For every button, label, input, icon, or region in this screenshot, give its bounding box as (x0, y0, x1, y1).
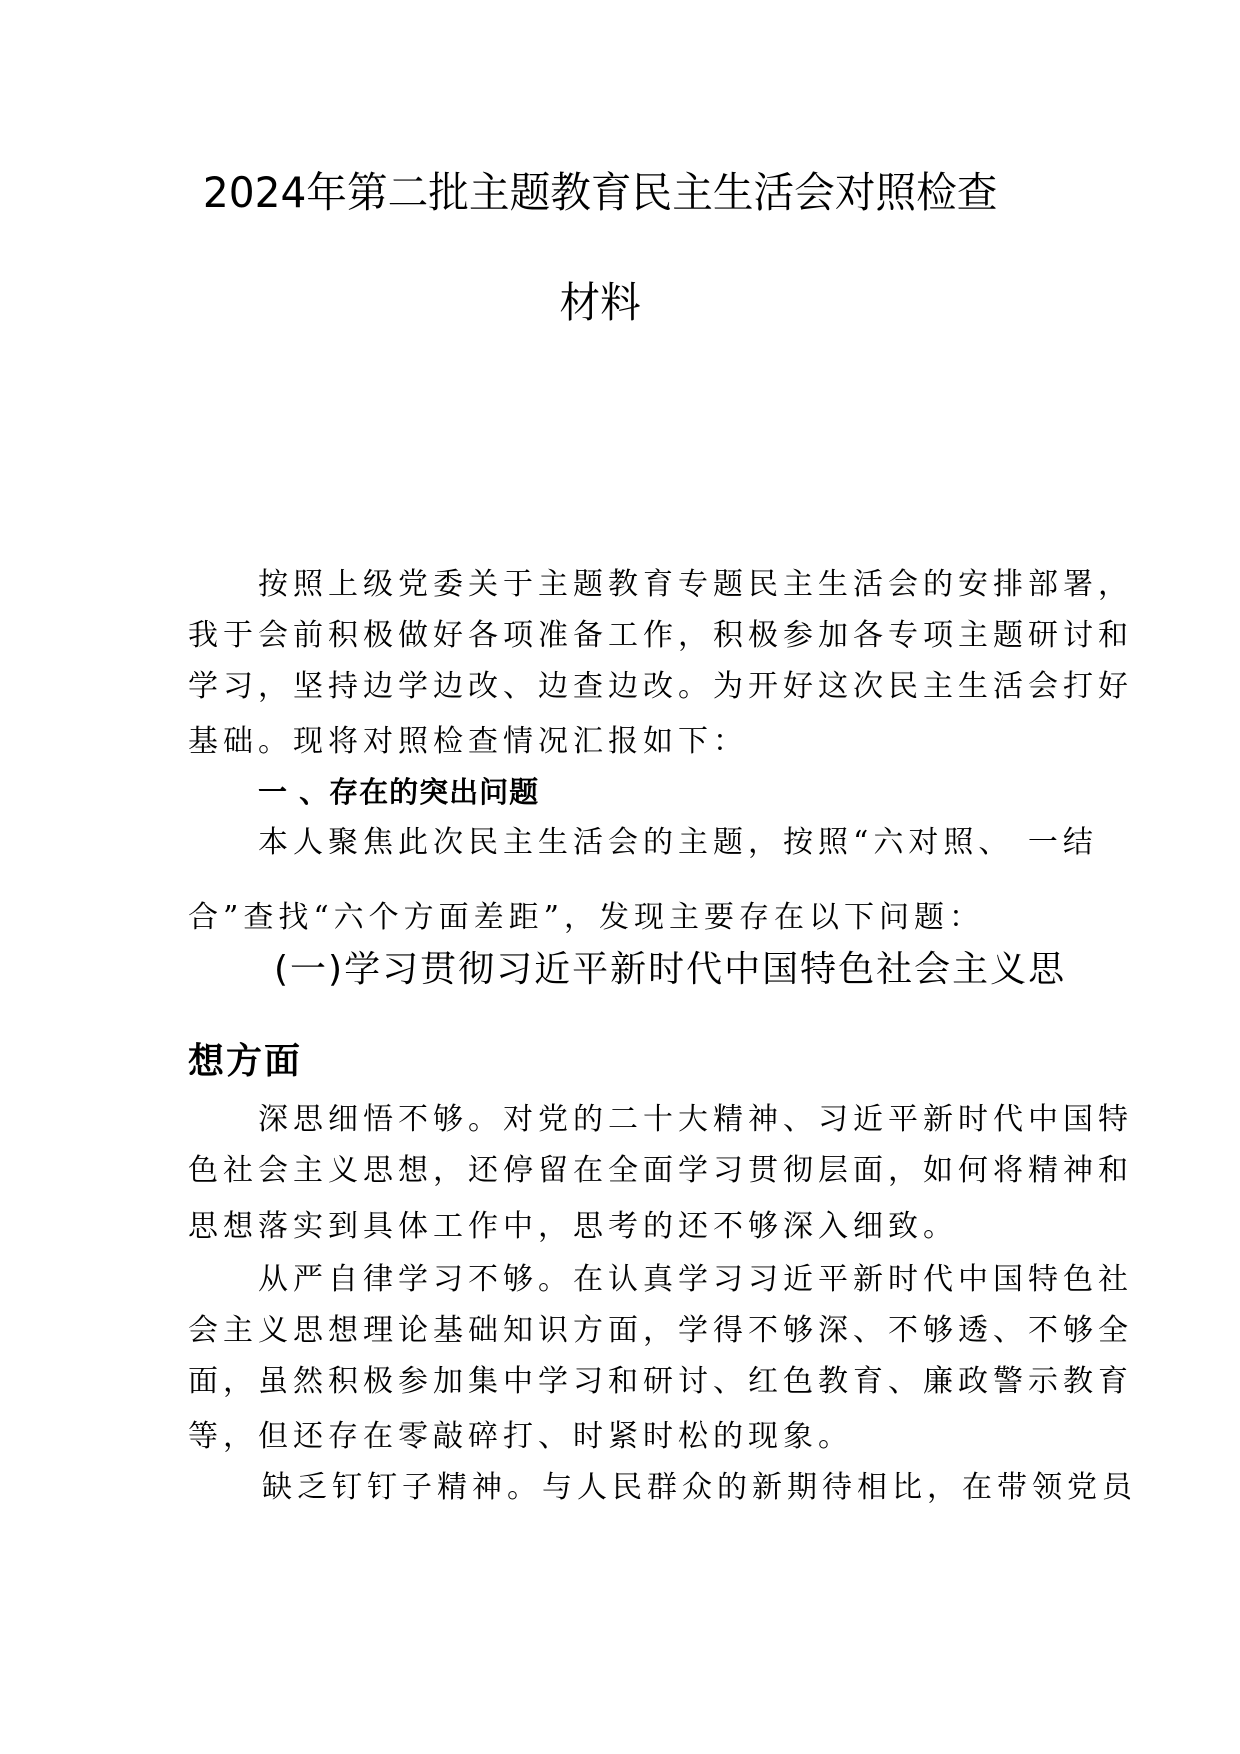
section1-intro-line-2: 合”查找“六个方面差距”，发现主要存在以下问题： (188, 900, 985, 935)
document-title-line-1: 2024年第二批主题教育民主生活会对照检查 (202, 168, 998, 217)
para2-line-4: 等，但还存在零敲碎打、时紧时松的现象。 (188, 1419, 853, 1454)
subsection-heading-line-1: (一)学习贯彻习近平新时代中国特色社会主义思 (274, 949, 1067, 990)
section1-intro-line-1: 本人聚焦此次民主生活会的主题，按照“六对照、 一结 (258, 825, 1098, 860)
para1-line-2: 色社会主义思想，还停留在全面学习贯彻层面，如何将精神和 (188, 1153, 1133, 1188)
para2-line-2: 会主义思想理论基础知识方面，学得不够深、不够透、不够全 (188, 1313, 1133, 1348)
para2-line-1: 从严自律学习不够。在认真学习习近平新时代中国特色社 (258, 1262, 1133, 1297)
para2-line-3: 面，虽然积极参加集中学习和研讨、红色教育、廉政警示教育 (188, 1364, 1133, 1399)
intro-line-3: 学习，坚持边学边改、边查边改。为开好这次民主生活会打好 (188, 669, 1133, 704)
intro-line-2: 我于会前积极做好各项准备工作，积极参加各专项主题研讨和 (188, 618, 1133, 653)
intro-line-1: 按照上级党委关于主题教育专题民主生活会的安排部署， (258, 567, 1133, 602)
document-title-line-2: 材料 (559, 278, 641, 327)
para1-line-1: 深思细悟不够。对党的二十大精神、习近平新时代中国特 (258, 1102, 1133, 1137)
para3-line-1: 缺乏钉钉子精神。与人民群众的新期待相比，在带领党员 (262, 1470, 1137, 1505)
section-heading-1: 一 、存在的突出问题 (258, 775, 540, 809)
subsection-heading-line-2: 想方面 (188, 1041, 303, 1082)
intro-line-4: 基础。现将对照检查情况汇报如下： (188, 724, 748, 759)
para1-line-3: 思想落实到具体工作中，思考的还不够深入细致。 (188, 1209, 958, 1244)
